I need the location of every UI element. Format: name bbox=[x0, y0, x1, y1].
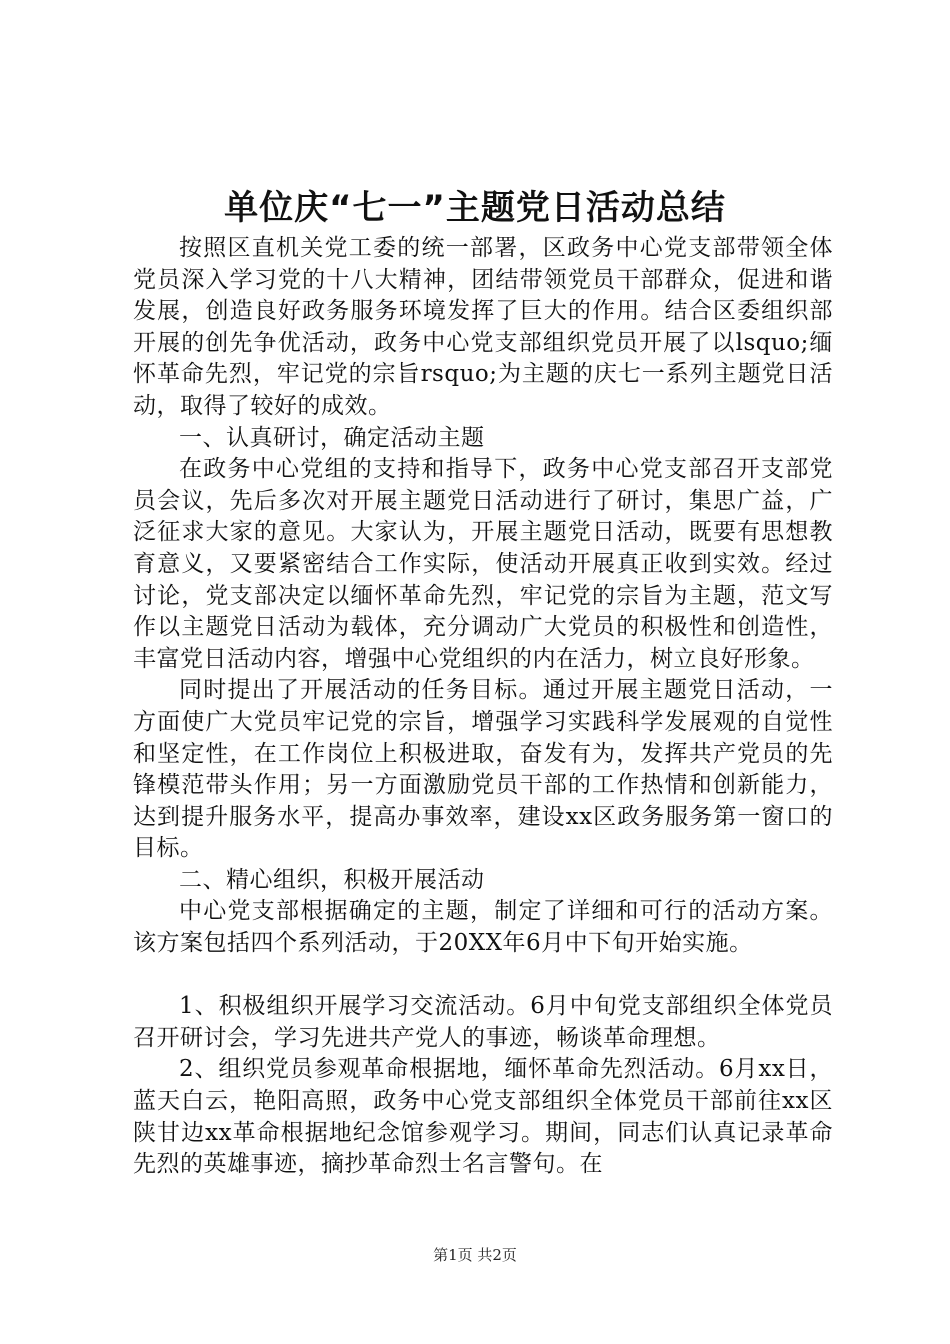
section-heading-1: 一、认真研讨，确定活动主题 bbox=[179, 424, 485, 451]
section-heading-2: 二、精心组织，积极开展活动 bbox=[179, 866, 485, 893]
paragraph-intro: 按照区直机关党工委的统一部署，区政务中心党支部带领全体党员深入学习党的十八大精神，团结带领党员干部群众，促进和谐发展，创造良好政务服务环境发挥了巨大的作用。结合区委组织部开展的创先争优活动，政务中心党支部组织党员开展了以lsquo;缅怀革命先烈，牢记党的宗旨rsquo;为主题的庆七一系列主题党日活动，取得了较好的成效。 bbox=[133, 235, 833, 419]
paragraph-item-2: 2、组织党员参观革命根据地，缅怀革命先烈活动。6月xx日，蓝天白云，艳阳高照，政务中心党支部组织全体党员干部前往xx区陕甘边xx革命根据地纪念馆参观学习。期间，同志们认真记录革命先烈的英雄事迹，摘抄革命烈士名言警句。在 bbox=[133, 1056, 833, 1178]
paragraph-goals: 同时提出了开展活动的任务目标。通过开展主题党日活动，一方面使广大党员牢记党的宗旨，增强学习实践科学发展观的自觉性和坚定性，在工作岗位上积极进取，奋发有为，发挥共产党员的先锋模范带头作用；另一方面激励党员干部的工作热情和创新能力，达到提升服务水平，提高办事效率，建设xx区政务服务第一窗口的目标。 bbox=[133, 677, 833, 862]
paragraph-section-1: 在政务中心党组的支持和指导下，政务中心党支部召开支部党员会议，先后多次对开展主题党日活动进行了研讨，集思广益，广泛征求大家的意见。大家认为，开展主题党日活动，既要有思想教育意义，又要紧密结合工作实际，使活动开展真正收到实效。经过讨论，党支部决定以缅怀革命先烈，牢记党的宗旨为主题，范文写作以主题党日活动为载体，充分调动广大党员的积极性和创造性，丰富党日活动内容，增强中心党组织的内在活力，树立良好形象。 bbox=[133, 456, 833, 672]
document-title: 单位庆“七一”主题党日活动总结 bbox=[224, 188, 726, 228]
paragraph-plan: 中心党支部根据确定的主题，制定了详细和可行的活动方案。该方案包括四个系列活动，于20XX年6月中下旬开始实施。 bbox=[133, 898, 833, 957]
page-footer: 第1页 共2页 bbox=[433, 1246, 517, 1264]
paragraph-spacer bbox=[133, 960, 833, 992]
document-body bbox=[133, 233, 833, 1181]
paragraph-item-1: 1、积极组织开展学习交流活动。6月中旬党支部组织全体党员召开研讨会，学习先进共产党人的事迹，畅谈革命理想。 bbox=[133, 993, 833, 1051]
